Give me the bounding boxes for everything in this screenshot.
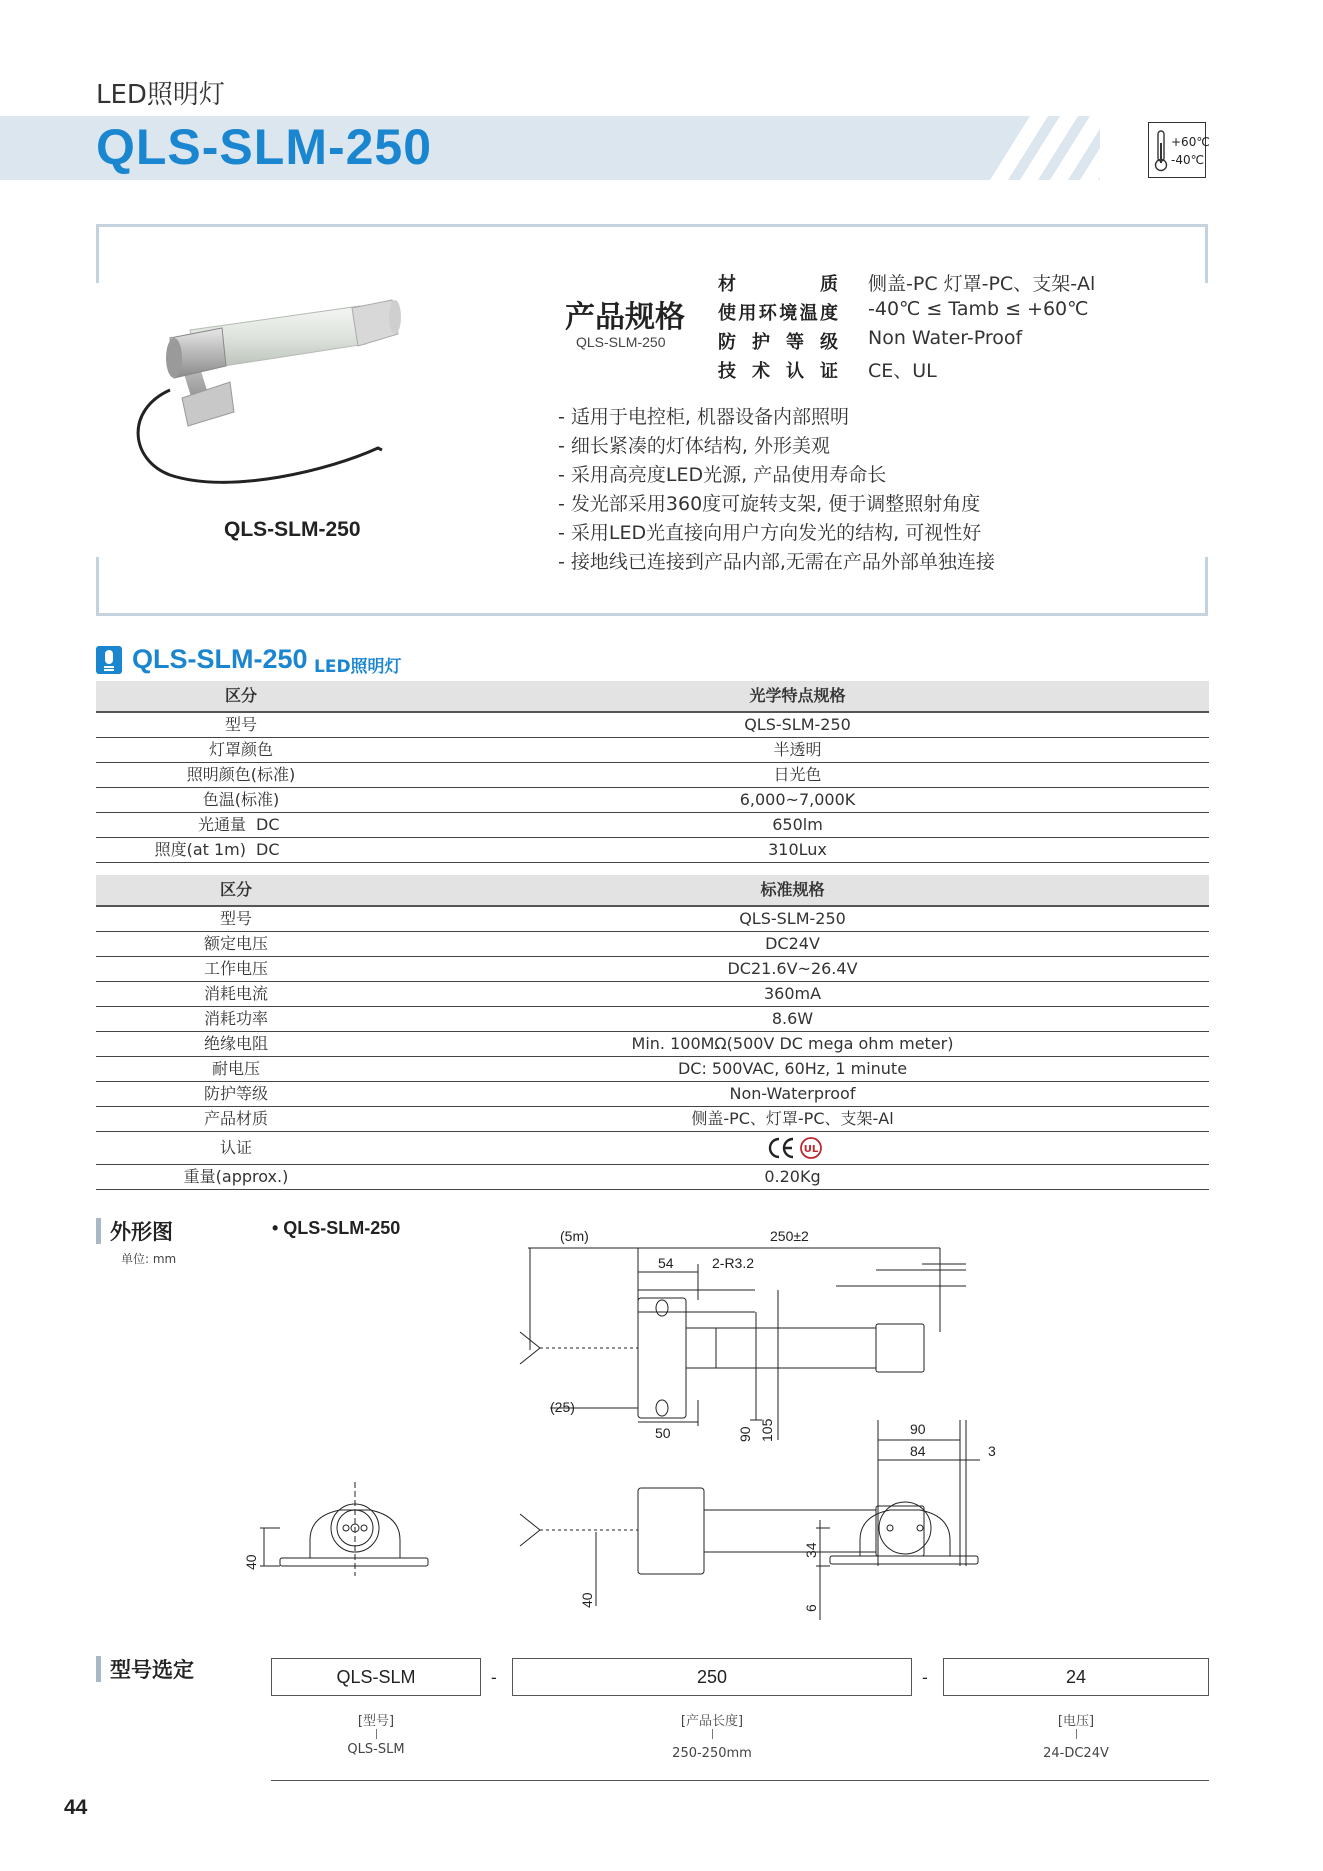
table-row [96, 957, 1209, 982]
row-value: DC: 500VAC, 60Hz, 1 minute [376, 1057, 1209, 1082]
order-caption-title: [型号] [357, 1714, 395, 1729]
product-caption: QLS-SLM-250 [224, 518, 361, 541]
temperature-badge [1148, 122, 1210, 178]
order-caption-value: QLS-SLM [347, 1742, 405, 1757]
dim-side-34: 34 [803, 1542, 819, 1558]
page-number: 44 [64, 1796, 88, 1819]
table-header-cell: 区分 [96, 875, 376, 906]
row-label: 照明颜色(标准) [96, 763, 386, 788]
heading-bar [96, 1218, 101, 1244]
row-value: 8.6W [376, 1007, 1209, 1032]
table-row [96, 1032, 1209, 1057]
feature-item: - 发光部采用360度可旋转支架, 便于调整照射角度 [558, 493, 981, 515]
row-label: 色温(标准) [96, 788, 386, 813]
row-sub: DC [256, 838, 386, 863]
row-label: 额定电压 [96, 932, 376, 957]
row-label: 认证 [96, 1132, 376, 1165]
order-dash: - [491, 1668, 497, 1687]
frame-corner [1205, 227, 1208, 283]
row-value: DC21.6V~26.4V [376, 957, 1209, 982]
temp-high: +60℃ [1171, 135, 1210, 149]
dim-side-3: 3 [988, 1443, 996, 1459]
table-header-cell: 光学特点规格 [386, 681, 1209, 712]
table-row [96, 738, 1209, 763]
row-value: 半透明 [386, 738, 1209, 763]
top-view [520, 1248, 940, 1440]
order-caption-title: [产品长度] [680, 1714, 744, 1729]
outline-heading: 外形图 [110, 1220, 173, 1244]
feature-item: - 接地线已连接到产品内部,无需在产品外部单独连接 [558, 551, 995, 573]
row-value: Min. 100MΩ(500V DC mega ohm meter) [376, 1032, 1209, 1057]
spec-label-protection: 防护等级 [718, 332, 838, 353]
row-value: DC24V [376, 932, 1209, 957]
dimension-drawing [243, 1220, 1230, 1620]
decorative-stripes [990, 116, 1140, 180]
spec-label-temperature: 使用环境温度 [718, 303, 838, 324]
temp-low: -40℃ [1171, 153, 1205, 167]
spec-value-certification: CE、UL [868, 360, 937, 382]
dim-length: 250±2 [770, 1228, 809, 1244]
table-row [96, 1107, 1209, 1132]
dim-50: 50 [655, 1425, 671, 1441]
category-title: LED照明灯 [96, 80, 225, 110]
order-box-voltage: 24 [943, 1658, 1209, 1696]
row-value: QLS-SLM-250 [376, 906, 1209, 932]
ce-ul-logo [763, 1135, 823, 1161]
order-dash: - [922, 1668, 928, 1687]
row-value: 侧盖-PC、灯罩-PC、支架-Al [376, 1107, 1209, 1132]
table-header [96, 681, 1209, 712]
certification-marks [376, 1132, 1209, 1165]
page-title: QLS-SLM-250 [96, 119, 433, 175]
row-label: 防护等级 [96, 1082, 376, 1107]
divider [271, 1780, 1209, 1781]
table-row [96, 813, 1209, 838]
row-label: 型号 [96, 712, 386, 738]
frame-corner [96, 557, 99, 613]
dim-90: 90 [737, 1426, 753, 1442]
order-box-model: QLS-SLM [271, 1658, 481, 1696]
dim-front-40: 40 [243, 1554, 259, 1570]
order-caption-value: 250-250mm [672, 1746, 752, 1761]
row-label: 绝缘电阻 [96, 1032, 376, 1057]
thermometer-icon [1153, 129, 1169, 173]
table-row [96, 1057, 1209, 1082]
feature-item: - 采用高亮度LED光源, 产品使用寿命长 [558, 464, 887, 486]
dim-side-6: 6 [803, 1604, 819, 1612]
row-label: 消耗功率 [96, 1007, 376, 1032]
table-header-cell: 标准规格 [376, 875, 1209, 906]
dim-side-84: 84 [910, 1443, 926, 1459]
right-view [816, 1264, 980, 1620]
heading-bar [96, 1656, 101, 1682]
spec-value-protection: Non Water-Proof [868, 327, 1023, 349]
row-label: 重量(approx.) [96, 1165, 376, 1190]
row-value: 0.20Kg [376, 1165, 1209, 1190]
table-row [96, 1165, 1209, 1190]
row-value: 310Lux [386, 838, 1209, 863]
outline-unit: 单位: mm [121, 1252, 177, 1266]
dim-radius: 2-R3.2 [712, 1255, 755, 1271]
order-tick [376, 1729, 377, 1739]
row-label: 照度(at 1m) [96, 838, 256, 863]
order-tick [712, 1729, 713, 1739]
optical-spec-table [96, 681, 1209, 863]
table-row [96, 1007, 1209, 1032]
dim-54: 54 [658, 1255, 674, 1271]
product-photo [130, 300, 470, 500]
outline-model: • QLS-SLM-250 [272, 1218, 401, 1238]
row-label: 灯罩颜色 [96, 738, 386, 763]
table-header-cell: 区分 [96, 681, 386, 712]
dim-105: 105 [759, 1418, 775, 1442]
row-value: 6,000~7,000K [386, 788, 1209, 813]
side-view [520, 1488, 924, 1606]
dim-cable: (5m) [560, 1228, 589, 1244]
row-value: 650lm [386, 813, 1209, 838]
order-heading: 型号选定 [110, 1658, 194, 1682]
order-caption-value: 24-DC24V [1043, 1746, 1109, 1761]
spec-value-material: 侧盖-PC 灯罩-PC、支架-Al [868, 273, 1096, 295]
spec-value-temperature: -40℃ ≤ Tamb ≤ +60℃ [868, 298, 1089, 320]
order-tick [1076, 1729, 1077, 1739]
dim-25: (25) [550, 1399, 575, 1415]
spec-label-certification: 技术认证 [718, 361, 838, 382]
dim-side-90: 90 [910, 1421, 926, 1437]
front-view [260, 1482, 428, 1576]
table-row [96, 932, 1209, 957]
spec-label-material: 材质 [718, 274, 838, 295]
row-label: 消耗电流 [96, 982, 376, 1007]
table-row [96, 906, 1209, 932]
row-label: 产品材质 [96, 1107, 376, 1132]
frame-corner [1205, 557, 1208, 613]
row-value: 日光色 [386, 763, 1209, 788]
table-row [96, 763, 1209, 788]
table-row [96, 712, 1209, 738]
feature-item: - 细长紧凑的灯体结构, 外形美观 [558, 435, 830, 457]
order-caption-title: [电压] [1057, 1714, 1095, 1729]
table-row [96, 982, 1209, 1007]
feature-item: - 采用LED光直接向用户方向发光的结构, 可视性好 [558, 522, 982, 544]
spec-subheading: QLS-SLM-250 [576, 334, 666, 350]
order-box-length: 250 [512, 1658, 912, 1696]
svg-text:UL: UL [803, 1144, 818, 1155]
row-value: 360mA [376, 982, 1209, 1007]
section-model: QLS-SLM-250 [132, 644, 308, 674]
standard-spec-table [96, 875, 1209, 1190]
section-type: LED照明灯 [314, 657, 402, 677]
table-row [96, 1082, 1209, 1107]
dim-bottom-40: 40 [579, 1592, 595, 1608]
frame-corner [96, 227, 99, 283]
lamp-icon [96, 646, 122, 674]
row-sub: DC [256, 813, 386, 838]
table-row [96, 1132, 1209, 1165]
feature-item: - 适用于电控柜, 机器设备内部照明 [558, 406, 849, 428]
row-label: 型号 [96, 906, 376, 932]
row-value: QLS-SLM-250 [386, 712, 1209, 738]
table-header [96, 875, 1209, 906]
row-label: 光通量 [96, 813, 256, 838]
table-row [96, 788, 1209, 813]
row-label: 工作电压 [96, 957, 376, 982]
spec-heading: 产品规格 [565, 300, 685, 335]
table-row [96, 838, 1209, 863]
row-label: 耐电压 [96, 1057, 376, 1082]
row-value: Non-Waterproof [376, 1082, 1209, 1107]
